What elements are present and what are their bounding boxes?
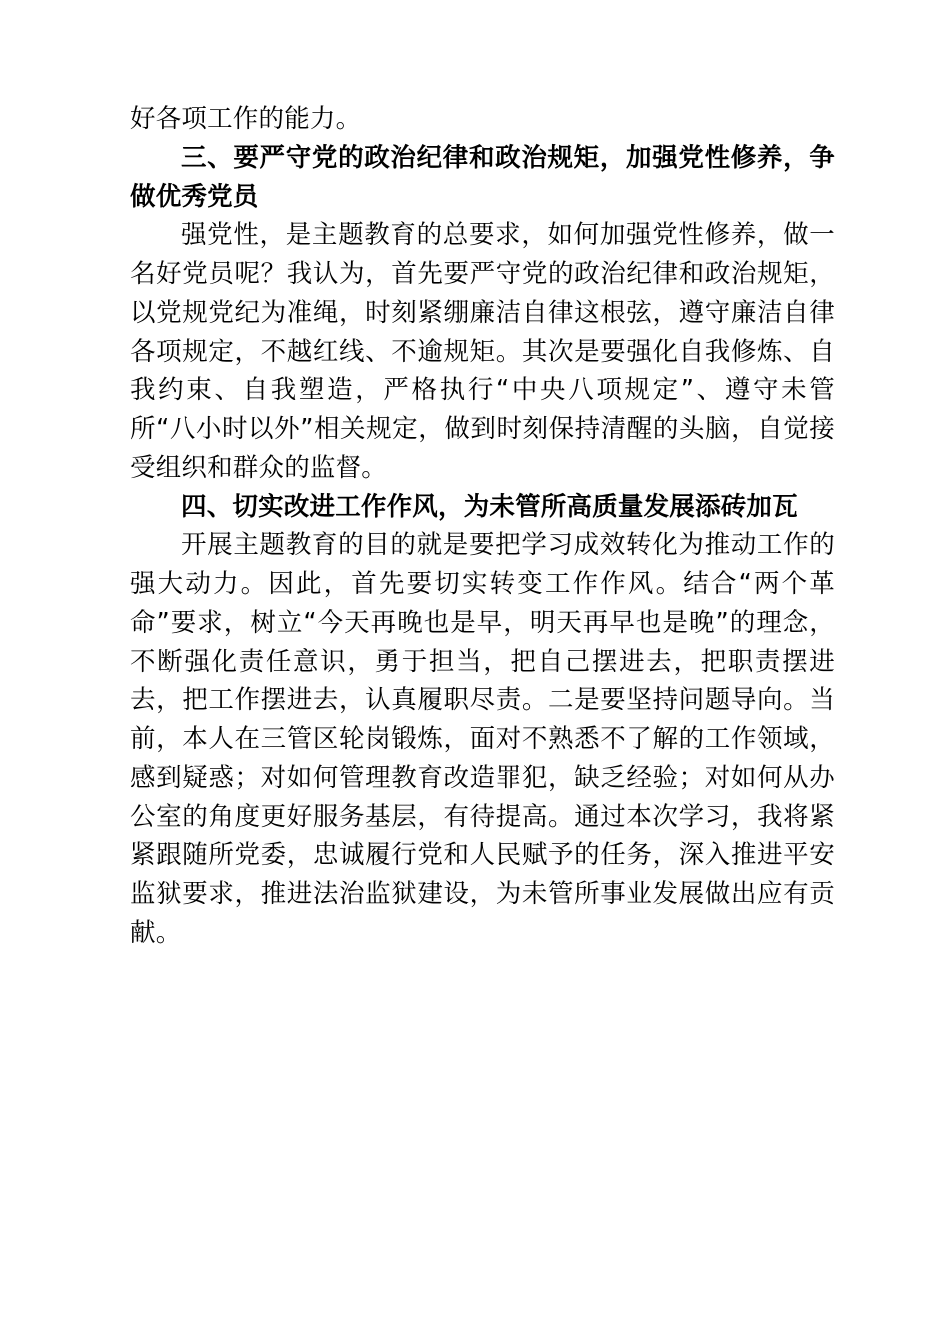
paragraph-section-three: 强党性，是主题教育的总要求，如何加强党性修养，做一名好党员呢？我认为，首先要严守党的政治纪律和政治规矩，以党规党纪为准绳，时刻紧绷廉洁自律这根弦，遵守廉洁自律各项规定，不越红线、不逾规矩。其次是要强化自我修炼、自我约束、自我塑造，严格执行“中央八项规定”、遵守未管所“八小时以外”相关规定，做到时刻保持清醒的头脑，自觉接受组织和群众的监督。 [130, 220, 835, 483]
section-heading-four: 四、切实改进工作作风，为未管所高质量发展添砖加瓦 [181, 491, 798, 522]
section-heading-three: 三、要严守党的政治纪律和政治规矩，加强党性修养，争做优秀党员 [130, 142, 835, 212]
paragraph-continuation: 好各项工作的能力。 [130, 104, 362, 134]
document-body [130, 100, 835, 953]
paragraph-section-four: 开展主题教育的目的就是要把学习成效转化为推动工作的强大动力。因此，首先要切实转变工作作风。结合“两个革命”要求，树立“今天再晚也是早，明天再早也是晚”的理念，不断强化责任意识，勇于担当，把自己摆进去，把职责摆进去，把工作摆进去，认真履职尽责。二是要坚持问题导向。当前，本人在三管区轮岗锻炼，面对不熟悉不了解的工作领域，感到疑惑；对如何管理教育改造罪犯，缺乏经验；对如何从办公室的角度更好服务基层，有待提高。通过本次学习，我将紧紧跟随所党委，忠诚履行党和人民赋予的任务，深入推进平安监狱要求，推进法治监狱建设，为未管所事业发展做出应有贡献。 [130, 530, 835, 948]
